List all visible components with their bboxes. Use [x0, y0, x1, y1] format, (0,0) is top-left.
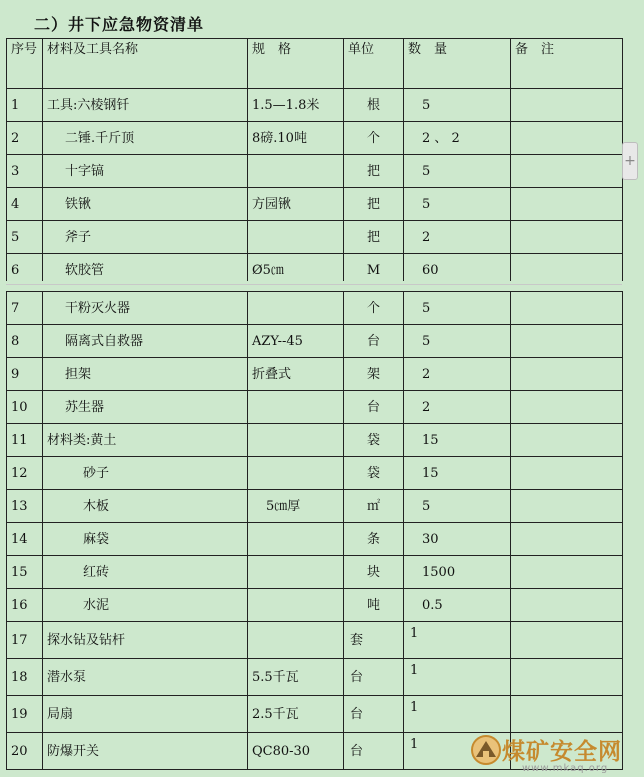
row-unit: 块 — [344, 556, 404, 589]
row-no: 2 — [7, 122, 43, 155]
row-no: 16 — [7, 589, 43, 622]
row-spec: AZY--45 — [248, 325, 344, 358]
table-row — [7, 659, 623, 696]
row-qty: 15 — [404, 424, 511, 457]
header-qty: 数 量 — [404, 39, 511, 89]
table-row — [7, 490, 623, 523]
table-row — [7, 221, 623, 254]
row-spec — [248, 556, 344, 589]
table-header-row — [7, 39, 623, 89]
row-qty: 2 — [404, 358, 511, 391]
row-spec — [248, 523, 344, 556]
row-no: 5 — [7, 221, 43, 254]
row-no: 14 — [7, 523, 43, 556]
row-qty: 30 — [404, 523, 511, 556]
row-name: 干粉灭火器 — [43, 292, 248, 325]
supply-table-part-2 — [6, 291, 623, 770]
row-name: 水泥 — [43, 589, 248, 622]
row-spec — [248, 155, 344, 188]
row-name: 苏生器 — [43, 391, 248, 424]
row-remark — [511, 188, 623, 221]
row-remark — [511, 122, 623, 155]
row-no: 7 — [7, 292, 43, 325]
row-spec: 2.5千瓦 — [248, 696, 344, 733]
row-name: 潜水泵 — [43, 659, 248, 696]
mine-logo-icon — [470, 733, 502, 767]
row-qty: 2 — [404, 391, 511, 424]
table-row — [7, 325, 623, 358]
row-qty: 5 — [404, 292, 511, 325]
table-sheet-2 — [6, 291, 622, 770]
row-name: 红砖 — [43, 556, 248, 589]
row-remark — [511, 424, 623, 457]
table-row — [7, 391, 623, 424]
row-unit: 台 — [344, 391, 404, 424]
row-no: 3 — [7, 155, 43, 188]
row-remark — [511, 659, 623, 696]
row-remark — [511, 221, 623, 254]
header-spec: 规 格 — [248, 39, 344, 89]
row-unit: 台 — [344, 325, 404, 358]
row-qty: 1 — [404, 622, 511, 659]
row-name: 麻袋 — [43, 523, 248, 556]
row-spec — [248, 221, 344, 254]
row-qty: 5 — [404, 188, 511, 221]
row-unit: 条 — [344, 523, 404, 556]
row-spec — [248, 589, 344, 622]
watermark-text: 煤矿安全网 — [502, 738, 622, 765]
row-spec: 5㎝厚 — [248, 490, 344, 523]
row-unit: 把 — [344, 155, 404, 188]
row-remark — [511, 391, 623, 424]
table-row — [7, 589, 623, 622]
table-row — [7, 556, 623, 589]
row-qty: 1 — [404, 733, 511, 770]
row-name: 斧子 — [43, 221, 248, 254]
table-row — [7, 424, 623, 457]
site-watermark — [470, 733, 640, 775]
row-remark — [511, 89, 623, 122]
row-remark — [511, 696, 623, 733]
row-qty: 5 — [404, 155, 511, 188]
table-row — [7, 155, 623, 188]
row-name: 隔离式自救器 — [43, 325, 248, 358]
row-unit: 架 — [344, 358, 404, 391]
row-spec — [248, 424, 344, 457]
table-row — [7, 696, 623, 733]
supply-table-part-1 — [6, 38, 623, 287]
row-unit: 根 — [344, 89, 404, 122]
row-remark — [511, 358, 623, 391]
row-qty: 5 — [404, 325, 511, 358]
row-no: 19 — [7, 696, 43, 733]
row-no: 1 — [7, 89, 43, 122]
row-remark — [511, 523, 623, 556]
table-row — [7, 122, 623, 155]
row-name: 探水钻及钻杆 — [43, 622, 248, 659]
row-no: 13 — [7, 490, 43, 523]
row-no: 12 — [7, 457, 43, 490]
row-no: 18 — [7, 659, 43, 696]
row-no: 8 — [7, 325, 43, 358]
row-remark — [511, 292, 623, 325]
table-row — [7, 622, 623, 659]
row-spec: 5.5千瓦 — [248, 659, 344, 696]
row-unit: 套 — [344, 622, 404, 659]
row-spec: 1.5—1.8米 — [248, 89, 344, 122]
row-name: 十字镐 — [43, 155, 248, 188]
row-remark — [511, 622, 623, 659]
header-unit: 单位 — [344, 39, 404, 89]
row-no: 6 — [7, 254, 43, 287]
row-remark — [511, 155, 623, 188]
row-spec — [248, 391, 344, 424]
table-row — [7, 523, 623, 556]
row-unit: 个 — [344, 292, 404, 325]
row-no: 17 — [7, 622, 43, 659]
table-row — [7, 457, 623, 490]
header-name: 材料及工具名称 — [43, 39, 248, 89]
table-row — [7, 358, 623, 391]
row-remark — [511, 457, 623, 490]
row-qty: 15 — [404, 457, 511, 490]
row-unit: 台 — [344, 733, 404, 770]
row-spec: 方园锹 — [248, 188, 344, 221]
row-qty: 5 — [404, 490, 511, 523]
row-qty: 0.5 — [404, 589, 511, 622]
row-spec — [248, 457, 344, 490]
row-no: 4 — [7, 188, 43, 221]
row-name: 担架 — [43, 358, 248, 391]
row-name: 木板 — [43, 490, 248, 523]
row-unit: 个 — [344, 122, 404, 155]
row-spec: QC80-30 — [248, 733, 344, 770]
row-remark — [511, 589, 623, 622]
row-remark — [511, 556, 623, 589]
row-no: 11 — [7, 424, 43, 457]
watermark-url: www.mkaq.org — [522, 763, 609, 774]
row-unit: 台 — [344, 696, 404, 733]
row-qty: 1 — [404, 696, 511, 733]
row-spec — [248, 292, 344, 325]
row-name: 工具:六棱钢钎 — [43, 89, 248, 122]
row-spec: 折叠式 — [248, 358, 344, 391]
row-qty: 5 — [404, 89, 511, 122]
row-remark — [511, 325, 623, 358]
row-qty: 1500 — [404, 556, 511, 589]
row-name: 防爆开关 — [43, 733, 248, 770]
row-no: 9 — [7, 358, 43, 391]
row-unit: ㎡ — [344, 490, 404, 523]
row-qty: 2 — [404, 221, 511, 254]
table-row — [7, 292, 623, 325]
expand-scroll-button[interactable]: + — [622, 142, 638, 180]
row-spec — [248, 622, 344, 659]
row-spec: 8磅.10吨 — [248, 122, 344, 155]
header-no: 序号 — [7, 39, 43, 89]
page-break-line — [6, 284, 622, 285]
row-qty: 2 、 2 — [404, 122, 511, 155]
row-unit: 把 — [344, 221, 404, 254]
row-unit: 袋 — [344, 457, 404, 490]
table-sheet-1 — [6, 38, 622, 287]
row-name: 局扇 — [43, 696, 248, 733]
row-unit: 吨 — [344, 589, 404, 622]
header-remark: 备 注 — [511, 39, 623, 89]
row-name: 二锤.千斤顶 — [43, 122, 248, 155]
row-unit: 台 — [344, 659, 404, 696]
row-spec: Ø5㎝ — [248, 254, 344, 287]
table-row — [7, 89, 623, 122]
row-no: 20 — [7, 733, 43, 770]
row-name: 材料类:黄土 — [43, 424, 248, 457]
row-unit: M — [344, 254, 404, 287]
row-no: 15 — [7, 556, 43, 589]
row-remark — [511, 490, 623, 523]
row-unit: 把 — [344, 188, 404, 221]
row-qty: 1 — [404, 659, 511, 696]
page-break — [0, 281, 644, 291]
row-name: 砂子 — [43, 457, 248, 490]
page-title: 二）井下应急物资清单 — [34, 15, 205, 34]
row-qty: 60 — [404, 254, 511, 287]
row-name: 软胶管 — [43, 254, 248, 287]
table-row — [7, 188, 623, 221]
row-no: 10 — [7, 391, 43, 424]
row-unit: 袋 — [344, 424, 404, 457]
row-name: 铁锹 — [43, 188, 248, 221]
